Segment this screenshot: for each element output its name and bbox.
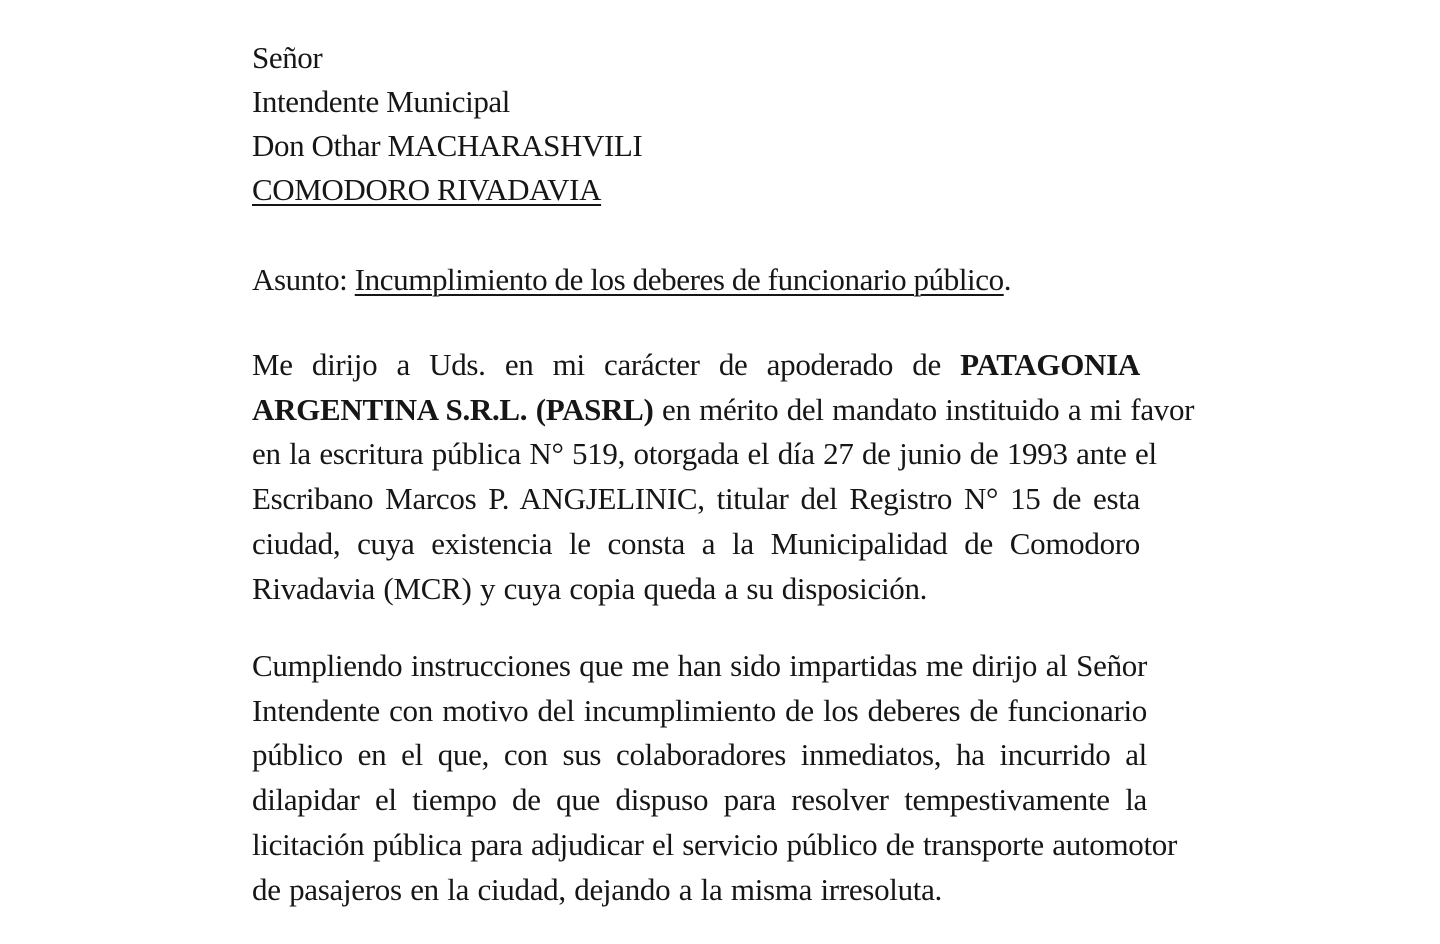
paragraph-2-line-6: de pasajeros en la ciudad, dejando a la misma irresoluta.	[252, 871, 943, 907]
subject-line	[252, 258, 1011, 302]
company-name-part-1: PATAGONIA	[960, 347, 1140, 382]
p1-line2-text: en mérito del mandato instituido a mi favor	[653, 391, 1195, 427]
salutation: Señor	[252, 40, 323, 75]
paragraph-1-line-5: ciudad, cuya existencia le consta a la Municipalidad de Comodoro	[252, 525, 1140, 561]
addressee-city: COMODORO RIVADAVIA	[252, 172, 602, 207]
paragraph-2-line-4: dilapidar el tiempo de que dispuso para resolver tempestivamente la	[252, 782, 1147, 818]
paragraph-1	[252, 343, 1195, 611]
paragraph-1-line-1	[252, 343, 1140, 388]
subject-text: Incumplimiento de los deberes de funcionario público	[354, 262, 1004, 297]
paragraph-2-line-5: licitación pública para adjudicar el servicio público de transporte automotor	[252, 826, 1178, 862]
paragraph-1-line-4: Escribano Marcos P. ANGJELINIC, titular del Registro N° 15 de esta	[252, 481, 1140, 517]
subject-label: Asunto:	[252, 262, 348, 297]
subject-period: .	[1003, 262, 1012, 297]
addressee-block	[252, 36, 642, 212]
paragraph-2-line-2: Intendente con motivo del incumplimiento de los deberes de funcionario	[252, 692, 1147, 728]
paragraph-2-line-1: Cumpliendo instrucciones que me han sido impartidas me dirijo al Señor	[252, 648, 1147, 683]
addressee-name: Don Othar MACHARASHVILI	[252, 128, 643, 163]
paragraph-2	[252, 644, 1178, 912]
paragraph-1-line-6: Rivadavia (MCR) y cuya copia queda a su disposición.	[252, 570, 928, 606]
paragraph-1-line-2	[252, 388, 1195, 433]
paragraph-1-line-3: en la escritura pública N° 519, otorgada el día 27 de junio de 1993 ante el	[252, 436, 1157, 472]
addressee-position: Intendente Municipal	[252, 84, 510, 119]
p1-line1-text: Me dirijo a Uds. en mi carácter de apoderado de	[252, 347, 961, 382]
paragraph-2-line-3: público en el que, con sus colaboradores inmediatos, ha incurrido al	[252, 737, 1147, 773]
company-name-part-2: ARGENTINA S.R.L. (PASRL)	[252, 391, 654, 427]
